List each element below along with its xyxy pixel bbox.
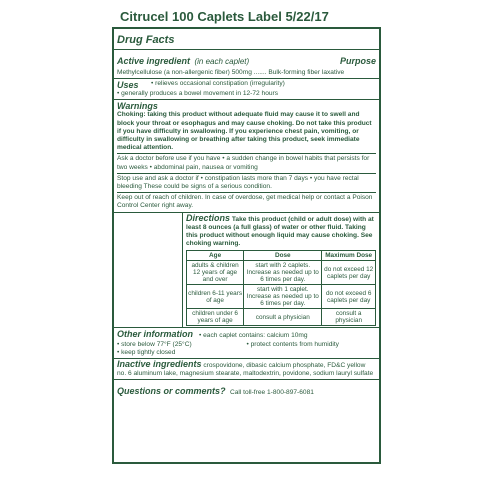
active-ingredient-note: (in each caplet) (194, 57, 250, 66)
other-item-3: • protect contents from humidity (246, 340, 339, 348)
table-cell-age: children 6-11 years of age (187, 285, 244, 309)
drug-facts-header-row (114, 29, 379, 50)
table-header-age: Age (187, 251, 244, 261)
other-item-1: • each caplet contains: calcium 10mg (199, 332, 308, 340)
questions-header: Questions or comments? (117, 386, 226, 397)
warnings-section (114, 100, 379, 212)
table-row (187, 309, 376, 326)
directions-spacer (114, 213, 182, 328)
ask-doctor-warning: Ask a doctor before use if you have • a sudden change in bowel habits that persists for two weeks • abdominal pain, nausea or vomiting (117, 154, 376, 173)
other-item-4: • keep tightly closed (117, 348, 176, 356)
inactive-ingredients-text: crospovidone, dibasic calcium phosphate, FD&C yellow no. 6 aluminum lake, magnesium stearate, maltodextrin, povidone, sodium lauryl sulfate (117, 362, 374, 378)
inactive-ingredients-section (114, 359, 379, 380)
dosage-table-header-row (187, 251, 376, 261)
dosage-table (186, 250, 376, 326)
choking-warning: Choking: taking this product without adequate fluid may cause it to swell and block your throat or esophagus and may cause choking. Do not take this product if you have difficulty in swallowing. If you experience chest pain, vomiting, or difficulty in swallowing or breathing after taking this product, seek immediate medical attention. (117, 111, 376, 154)
warnings-header: Warnings (117, 101, 158, 112)
table-cell-max-dose: do not exceed 12 caplets per day (322, 261, 376, 285)
other-information-section (114, 328, 379, 359)
other-information-header: Other information (117, 329, 193, 340)
active-ingredient-section (114, 50, 379, 79)
stop-use-warning: Stop use and ask a doctor if • constipation lasts more than 7 days • you have rectal bleeding These could be signs of a serious condition. (117, 174, 376, 193)
table-header-max-dose: Maximum Dose (322, 251, 376, 261)
active-ingredient-line: Methylcellulose (a non-allergenic fiber) 500mg ....... Bulk-forming fiber laxative (117, 69, 345, 76)
active-ingredient-header: Active ingredient (117, 56, 191, 66)
uses-section (114, 79, 379, 100)
questions-section (114, 380, 379, 400)
uses-item-1: • relieves occasional constipation (irregularity) (151, 80, 285, 88)
other-item-2: • store below 77°F (25°C) (117, 340, 192, 348)
keep-out-warning: Keep out of reach of children. In case of overdose, get medical help or contact a Poison Control Center right away. (117, 194, 373, 210)
table-row (187, 261, 376, 285)
table-row (187, 285, 376, 309)
uses-header: Uses (117, 80, 139, 91)
questions-text: Call toll-free 1-800-897-6081 (229, 389, 314, 397)
directions-content (182, 213, 379, 328)
table-cell-max-dose: consult a physician (322, 309, 376, 326)
table-cell-dose: start with 1 caplet. Increase as needed up to 6 times per day. (244, 285, 322, 309)
drug-facts-label (112, 27, 381, 464)
uses-item-2: • generally produces a bowel movement in 12-72 hours (117, 90, 279, 98)
directions-text: Take this product (child or adult dose) with at least 8 ounces (a full glass) of water or other fluid. Taking this product without enough liquid may cause choking. See choking warning. (186, 215, 374, 248)
table-cell-age: adults & children 12 years of age and over (187, 261, 244, 285)
table-cell-dose: start with 2 caplets. Increase as needed up to 6 times per day. (244, 261, 322, 285)
page-title: Citrucel 100 Caplets Label 5/22/17 (120, 9, 329, 24)
directions-section (114, 213, 379, 329)
table-cell-age: children under 6 years of age (187, 309, 244, 326)
table-cell-dose: consult a physician (244, 309, 322, 326)
table-header-dose: Dose (244, 251, 322, 261)
directions-header: Directions (186, 212, 231, 223)
purpose-header: Purpose (339, 56, 376, 66)
table-cell-max-dose: do not exceed 6 caplets per day (322, 285, 376, 309)
drug-facts-title: Drug Facts (117, 34, 175, 46)
inactive-ingredients-header: Inactive ingredients (117, 359, 202, 370)
